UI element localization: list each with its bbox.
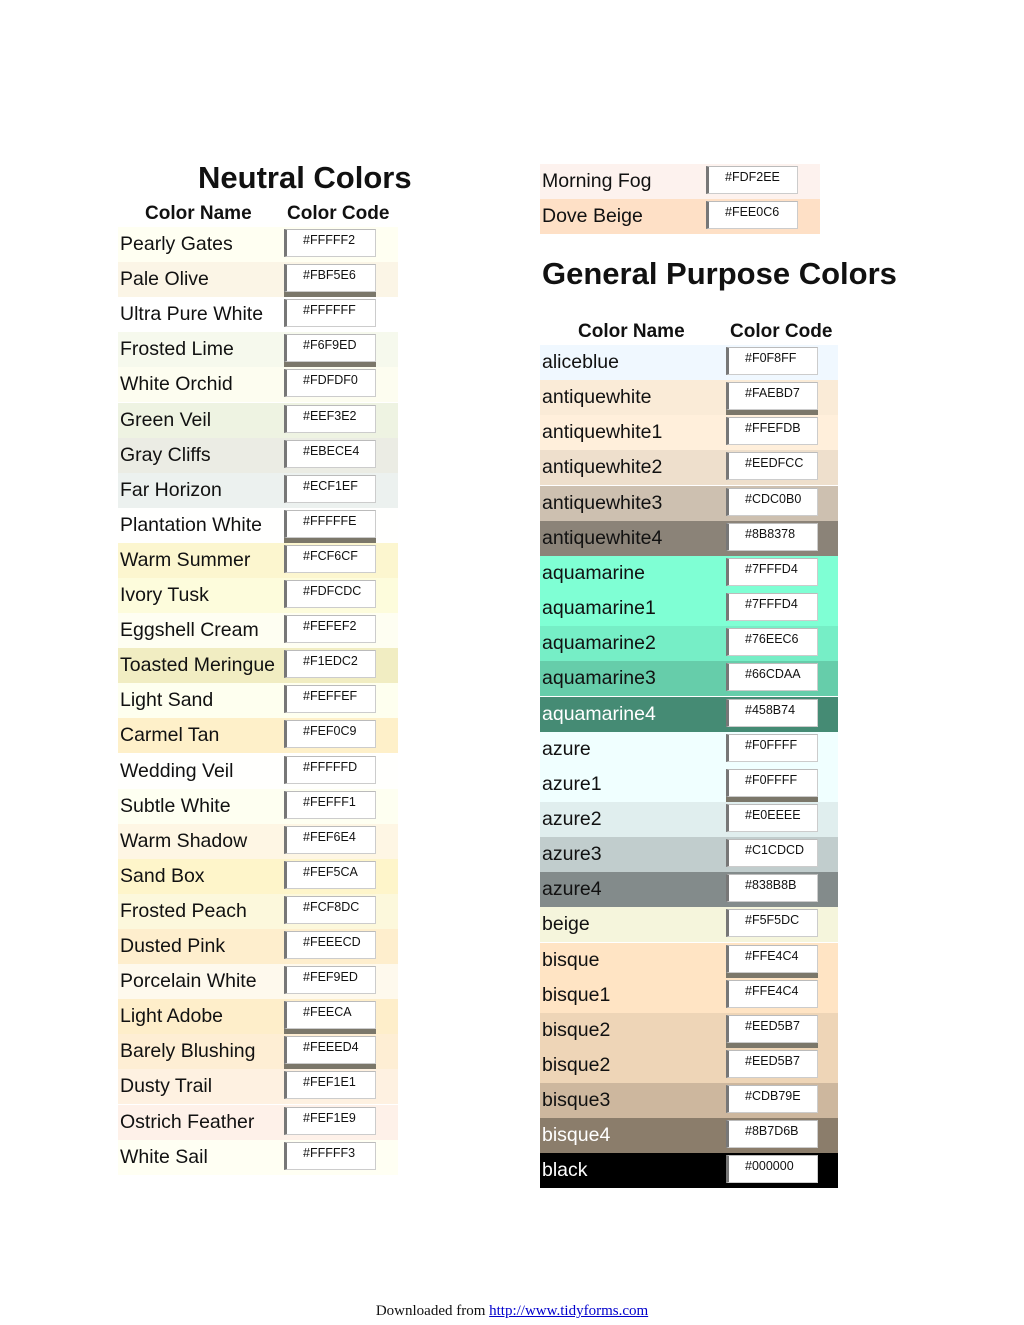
table-row: [540, 486, 838, 521]
color-code: #8B8378: [726, 523, 818, 551]
color-name: Frosted Lime: [118, 332, 284, 367]
footer: [0, 1303, 1024, 1320]
color-name: Ostrich Feather: [118, 1105, 284, 1140]
color-swatch: [284, 859, 398, 894]
color-name: bisque3: [540, 1083, 726, 1118]
color-name: azure1: [540, 767, 726, 802]
color-code: #E0EEEE: [726, 804, 818, 832]
color-swatch: [284, 754, 398, 789]
color-name: Subtle White: [118, 789, 284, 824]
color-name: beige: [540, 907, 726, 942]
color-code: #FEF6E4: [284, 826, 376, 854]
color-code: #FEF1E1: [284, 1071, 376, 1099]
color-name: aquamarine2: [540, 626, 726, 661]
color-code: #FEE0C6: [706, 201, 798, 229]
color-name: azure4: [540, 872, 726, 907]
color-name: Morning Fog: [540, 164, 706, 199]
color-swatch: [284, 718, 398, 753]
color-code: #EED5B7: [726, 1050, 818, 1078]
color-swatch: [726, 521, 838, 556]
table-row: [540, 199, 820, 234]
color-code: #FEF9ED: [284, 966, 376, 994]
color-name: Toasted Meringue: [118, 648, 284, 683]
footer-link[interactable]: http://www.tidyforms.com: [489, 1303, 649, 1319]
color-code: #FFFFF2: [284, 229, 376, 257]
color-code: #FFE4C4: [726, 980, 818, 1008]
color-name: Light Adobe: [118, 999, 284, 1034]
color-name: Dusty Trail: [118, 1069, 284, 1104]
color-swatch: [726, 486, 838, 521]
color-code: #FEEED4: [284, 1036, 376, 1064]
table-row: [540, 943, 838, 978]
color-name: Ivory Tusk: [118, 578, 284, 613]
color-swatch: [284, 789, 398, 824]
color-swatch: [284, 578, 398, 613]
color-code: #FFFFFE: [284, 510, 376, 538]
table-row: [540, 1153, 838, 1188]
color-swatch: [726, 943, 838, 978]
color-swatch: [726, 556, 838, 591]
color-swatch: [284, 438, 398, 473]
neutral-col-name-header: Color Name: [145, 203, 252, 224]
color-name: White Orchid: [118, 367, 284, 402]
table-row: [540, 732, 838, 767]
table-row: [118, 297, 398, 332]
color-code: #EEDFCC: [726, 452, 818, 480]
color-name: bisque1: [540, 978, 726, 1013]
color-name: Porcelain White: [118, 964, 284, 999]
color-name: bisque4: [540, 1118, 726, 1153]
table-row: [540, 872, 838, 907]
table-row: [540, 661, 838, 696]
neutral-colors-title: Neutral Colors: [198, 160, 412, 195]
color-code: #FBF5E6: [284, 264, 376, 292]
color-name: aquamarine: [540, 556, 726, 591]
table-row: [118, 403, 398, 438]
color-code: #7FFFD4: [726, 593, 818, 621]
table-row: [118, 929, 398, 964]
color-code: #F6F9ED: [284, 334, 376, 362]
color-name: antiquewhite1: [540, 415, 726, 450]
color-name: Warm Summer: [118, 543, 284, 578]
color-code: #FFFFFD: [284, 756, 376, 784]
color-swatch: [726, 1013, 838, 1048]
table-row: [118, 1105, 398, 1140]
color-code: #CDC0B0: [726, 488, 818, 516]
color-code: #FDFDF0: [284, 369, 376, 397]
color-swatch: [726, 1153, 838, 1188]
color-code: #CDB79E: [726, 1085, 818, 1113]
table-row: [540, 164, 820, 199]
table-row: [118, 227, 398, 262]
color-swatch: [284, 683, 398, 718]
color-code: #FEEECD: [284, 931, 376, 959]
color-swatch: [284, 297, 398, 332]
table-row: [540, 345, 838, 380]
color-swatch: [284, 999, 398, 1034]
color-swatch: [726, 767, 838, 802]
table-row: [118, 578, 398, 613]
color-code: #7FFFD4: [726, 558, 818, 586]
color-code: #F0F8FF: [726, 347, 818, 375]
table-row: [118, 1069, 398, 1104]
color-swatch: [726, 380, 838, 415]
color-name: Green Veil: [118, 403, 284, 438]
color-code: #FEFEF2: [284, 615, 376, 643]
color-name: Dove Beige: [540, 199, 706, 234]
color-swatch: [726, 732, 838, 767]
color-swatch: [284, 1140, 398, 1175]
table-row: [540, 1013, 838, 1048]
color-code: #F1EDC2: [284, 650, 376, 678]
color-name: Light Sand: [118, 683, 284, 718]
color-code: #838B8B: [726, 874, 818, 902]
color-code: #FAEBD7: [726, 382, 818, 410]
color-code: #FFFFFF: [284, 299, 376, 327]
color-code: #FEF5CA: [284, 861, 376, 889]
table-row: [540, 380, 838, 415]
table-row: [118, 473, 398, 508]
table-row: [118, 754, 398, 789]
table-row: [118, 859, 398, 894]
color-code: #F0FFFF: [726, 769, 818, 797]
table-row: [540, 907, 838, 942]
color-swatch: [726, 661, 838, 696]
table-row: [540, 837, 838, 872]
color-name: Far Horizon: [118, 473, 284, 508]
color-name: aliceblue: [540, 345, 726, 380]
color-code: #FEFFEF: [284, 685, 376, 713]
color-code: #8B7D6B: [726, 1120, 818, 1148]
color-name: azure2: [540, 802, 726, 837]
color-name: antiquewhite4: [540, 521, 726, 556]
color-code: #FCF6CF: [284, 545, 376, 573]
color-name: Barely Blushing: [118, 1034, 284, 1069]
color-code: #FFEFDB: [726, 417, 818, 445]
color-swatch: [284, 543, 398, 578]
table-row: [118, 789, 398, 824]
color-name: Warm Shadow: [118, 824, 284, 859]
color-code: #FEF1E9: [284, 1107, 376, 1135]
color-code: #76EEC6: [726, 628, 818, 656]
color-code: #EED5B7: [726, 1015, 818, 1043]
table-row: [540, 1083, 838, 1118]
color-code: #FDFCDC: [284, 580, 376, 608]
color-code: #FFE4C4: [726, 945, 818, 973]
color-swatch: [284, 1034, 398, 1069]
color-name: Wedding Veil: [118, 754, 284, 789]
color-name: Frosted Peach: [118, 894, 284, 929]
color-swatch: [726, 450, 838, 485]
table-row: [118, 508, 398, 543]
color-swatch: [284, 473, 398, 508]
color-name: Sand Box: [118, 859, 284, 894]
color-name: antiquewhite2: [540, 450, 726, 485]
color-code: #F5F5DC: [726, 909, 818, 937]
color-swatch: [726, 1083, 838, 1118]
color-swatch: [726, 907, 838, 942]
color-name: bisque2: [540, 1013, 726, 1048]
color-name: Eggshell Cream: [118, 613, 284, 648]
table-row: [118, 1034, 398, 1069]
general-purpose-colors-title: General Purpose Colors: [542, 256, 897, 291]
footer-prefix: Downloaded from: [375, 1303, 490, 1319]
color-code: #F0FFFF: [726, 734, 818, 762]
table-row: [118, 367, 398, 402]
color-swatch: [284, 1105, 398, 1140]
table-row: [118, 543, 398, 578]
table-row: [540, 767, 838, 802]
color-swatch: [726, 415, 838, 450]
color-name: azure: [540, 732, 726, 767]
table-row: [118, 1140, 398, 1175]
color-swatch: [284, 824, 398, 859]
color-code: #FEFFF1: [284, 791, 376, 819]
color-swatch: [284, 929, 398, 964]
color-swatch: [726, 1118, 838, 1153]
color-code: #FDF2EE: [706, 166, 798, 194]
color-name: Ultra Pure White: [118, 297, 284, 332]
table-row: [540, 415, 838, 450]
color-name: azure3: [540, 837, 726, 872]
color-swatch: [284, 648, 398, 683]
color-name: aquamarine4: [540, 697, 726, 732]
color-code: #000000: [726, 1155, 818, 1183]
color-name: White Sail: [118, 1140, 284, 1175]
color-swatch: [284, 262, 398, 297]
color-swatch: [706, 164, 820, 199]
table-row: [118, 718, 398, 753]
color-name: Gray Cliffs: [118, 438, 284, 473]
color-swatch: [726, 1048, 838, 1083]
color-code: #EBECE4: [284, 440, 376, 468]
color-code: #ECF1EF: [284, 475, 376, 503]
color-code: #C1CDCD: [726, 839, 818, 867]
color-name: Carmel Tan: [118, 718, 284, 753]
table-row: [118, 683, 398, 718]
table-row: [540, 978, 838, 1013]
color-swatch: [726, 802, 838, 837]
table-row: [118, 438, 398, 473]
color-name: aquamarine1: [540, 591, 726, 626]
color-swatch: [284, 613, 398, 648]
color-name: Pearly Gates: [118, 227, 284, 262]
color-code: #66CDAA: [726, 663, 818, 691]
table-row: [540, 521, 838, 556]
table-row: [540, 591, 838, 626]
color-name: antiquewhite: [540, 380, 726, 415]
table-row: [118, 964, 398, 999]
table-row: [540, 697, 838, 732]
table-row: [540, 450, 838, 485]
color-swatch: [726, 626, 838, 661]
color-swatch: [284, 964, 398, 999]
table-row: [118, 613, 398, 648]
table-row: [540, 802, 838, 837]
color-swatch: [284, 403, 398, 438]
table-row: [118, 332, 398, 367]
color-swatch: [284, 1069, 398, 1104]
table-row: [540, 626, 838, 661]
color-name: antiquewhite3: [540, 486, 726, 521]
general-col-name-header: Color Name: [578, 321, 685, 342]
color-swatch: [284, 332, 398, 367]
table-row: [118, 999, 398, 1034]
color-name: black: [540, 1153, 726, 1188]
color-swatch: [284, 894, 398, 929]
color-name: Dusted Pink: [118, 929, 284, 964]
color-swatch: [726, 697, 838, 732]
color-code: #FFFFF3: [284, 1142, 376, 1170]
table-row: [118, 262, 398, 297]
color-swatch: [726, 837, 838, 872]
color-swatch: [284, 508, 398, 543]
table-row: [540, 1118, 838, 1153]
color-swatch: [726, 978, 838, 1013]
color-name: bisque: [540, 943, 726, 978]
table-row: [118, 894, 398, 929]
color-swatch: [726, 345, 838, 380]
color-swatch: [726, 591, 838, 626]
color-code: #FCF8DC: [284, 896, 376, 924]
color-code: #EEF3E2: [284, 405, 376, 433]
general-col-code-header: Color Code: [730, 321, 833, 342]
color-name: Plantation White: [118, 508, 284, 543]
color-name: aquamarine3: [540, 661, 726, 696]
color-swatch: [706, 199, 820, 234]
color-name: Pale Olive: [118, 262, 284, 297]
neutral-col-code-header: Color Code: [287, 203, 390, 224]
color-swatch: [726, 872, 838, 907]
table-row: [540, 556, 838, 591]
color-code: #FEF0C9: [284, 720, 376, 748]
color-swatch: [284, 227, 398, 262]
color-code: #FEECA: [284, 1001, 376, 1029]
table-row: [118, 648, 398, 683]
table-row: [118, 824, 398, 859]
table-row: [540, 1048, 838, 1083]
color-code: #458B74: [726, 699, 818, 727]
color-swatch: [284, 367, 398, 402]
color-name: bisque2: [540, 1048, 726, 1083]
